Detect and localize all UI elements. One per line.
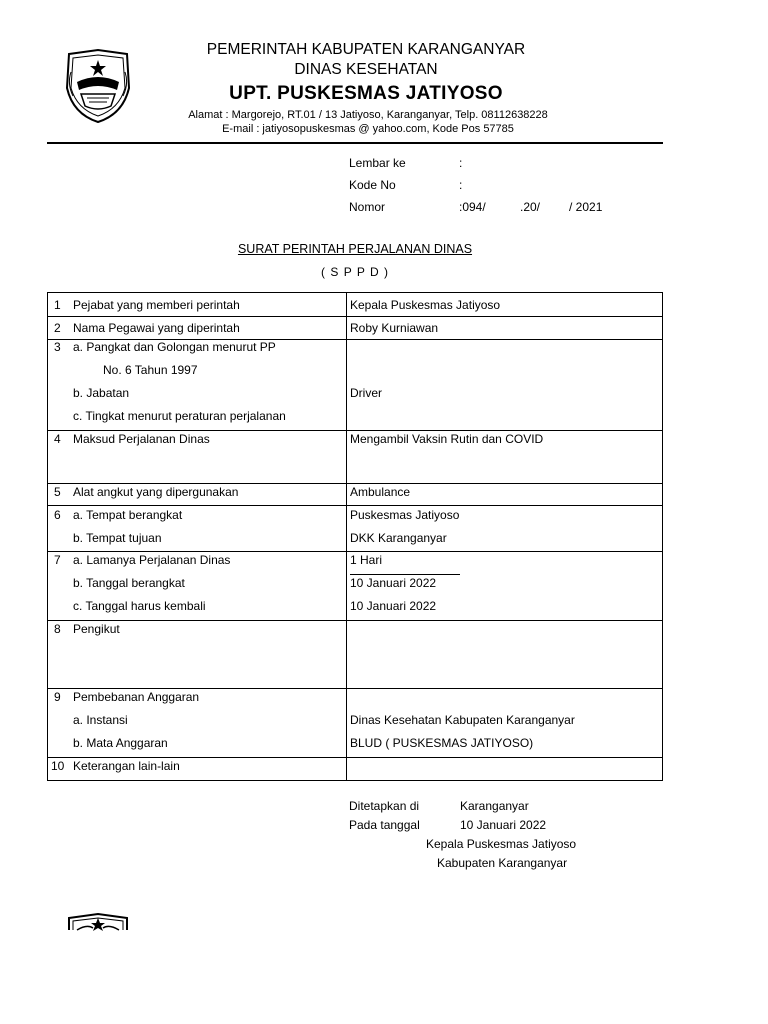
row-6-a-value: Puskesmas Jatiyoso [350, 508, 460, 522]
row-9-b-label: b. Mata Anggaran [73, 736, 168, 750]
row-7-c-label: c. Tanggal harus kembali [73, 599, 206, 613]
row-7-a-value: 1 Hari [350, 553, 383, 567]
tanggal-value: 10 Januari 2022 [460, 818, 547, 832]
row-1-value: Kepala Puskesmas Jatiyoso [350, 298, 501, 312]
kode-value: : [459, 178, 463, 192]
row-2-border [48, 316, 662, 317]
row-7-c-value: 10 Januari 2022 [350, 599, 437, 613]
email-line: E-mail : jatiyosopuskesmas @ yahoo.com, Kode Pos 57785 [222, 123, 514, 135]
row-6-a-label: a. Tempat berangkat [73, 508, 183, 522]
nomor-label: Nomor [349, 200, 386, 214]
row-5-label: Alat angkut yang dipergunakan [73, 485, 239, 499]
row-6-border [48, 505, 662, 506]
lembar-value: : [459, 156, 463, 170]
row-10-number: 10 [51, 759, 65, 773]
row-4-number: 4 [54, 432, 61, 446]
row-3-number: 3 [54, 340, 61, 354]
ditetapkan-label: Ditetapkan di [349, 799, 420, 813]
row-3-b-label: b. Jabatan [73, 386, 130, 400]
row-10-label: Keterangan lain-lain [73, 759, 180, 773]
row-7-number: 7 [54, 553, 61, 567]
row-2-label: Nama Pegawai yang diperintah [73, 321, 240, 335]
row-1-number: 1 [54, 298, 61, 312]
row-7-underline [350, 574, 460, 575]
header-divider [47, 142, 663, 144]
row-7-b-label: b. Tanggal berangkat [73, 576, 185, 590]
document-subtitle: ( S P P D ) [321, 265, 389, 279]
row-2-value: Roby Kurniawan [350, 321, 439, 335]
row-9-label: Pembebanan Anggaran [73, 690, 200, 704]
row-6-b-value: DKK Karanganyar [350, 531, 447, 545]
signatory-position: Kepala Puskesmas Jatiyoso [426, 837, 577, 851]
department-name: DINAS KESEHATAN [294, 61, 438, 78]
row-9-b-value: BLUD ( PUSKESMAS JATIYOSO) [350, 736, 534, 750]
sppd-table [47, 292, 663, 781]
row-3-a-label: a. Pangkat dan Golongan menurut PP [73, 340, 276, 354]
row-3-b-value: Driver [350, 386, 382, 400]
row-1-label: Pejabat yang memberi perintah [73, 298, 240, 312]
row-3-a-continued: No. 6 Tahun 1997 [103, 363, 198, 377]
row-2-number: 2 [54, 321, 61, 335]
unit-name: UPT. PUSKESMAS JATIYOSO [229, 83, 503, 104]
nomor-part-1: :094/ [459, 200, 486, 214]
address-line: Alamat : Margorejo, RT.01 / 13 Jatiyoso, Karanganyar, Telp. 08112638228 [188, 109, 548, 121]
tanggal-label: Pada tanggal [349, 818, 420, 832]
row-6-number: 6 [54, 508, 61, 522]
row-9-a-label: a. Instansi [73, 713, 128, 727]
row-7-a-label: a. Lamanya Perjalanan Dinas [73, 553, 231, 567]
emblem-partial-icon [63, 910, 133, 932]
row-8-border [48, 620, 662, 621]
row-8-label: Pengikut [73, 622, 120, 636]
row-4-label: Maksud Perjalanan Dinas [73, 432, 210, 446]
row-7-b-value: 10 Januari 2022 [350, 576, 437, 590]
nomor-part-2: .20/ [520, 200, 541, 214]
row-9-border [48, 688, 662, 689]
row-7-border [48, 551, 662, 552]
row-5-number: 5 [54, 485, 61, 499]
government-name: PEMERINTAH KABUPATEN KARANGANYAR [206, 41, 526, 58]
lembar-label: Lembar ke [349, 156, 406, 170]
row-6-b-label: b. Tempat tujuan [73, 531, 162, 545]
document-title: SURAT PERINTAH PERJALANAN DINAS [237, 242, 473, 256]
column-divider [346, 293, 347, 780]
row-4-border [48, 430, 662, 431]
nomor-part-3: / 2021 [569, 200, 603, 214]
kode-label: Kode No [349, 178, 396, 192]
row-5-value: Ambulance [350, 485, 411, 499]
row-9-a-value: Dinas Kesehatan Kabupaten Karanganyar [350, 713, 575, 727]
row-10-border [48, 757, 662, 758]
row-4-value: Mengambil Vaksin Rutin dan COVID [350, 432, 544, 446]
row-5-border [48, 483, 662, 484]
row-8-number: 8 [54, 622, 61, 636]
row-3-c-label: c. Tingkat menurut peraturan perjalanan [73, 409, 286, 423]
signatory-region: Kabupaten Karanganyar [437, 856, 568, 870]
row-9-number: 9 [54, 690, 61, 704]
ditetapkan-value: Karanganyar [460, 799, 529, 813]
